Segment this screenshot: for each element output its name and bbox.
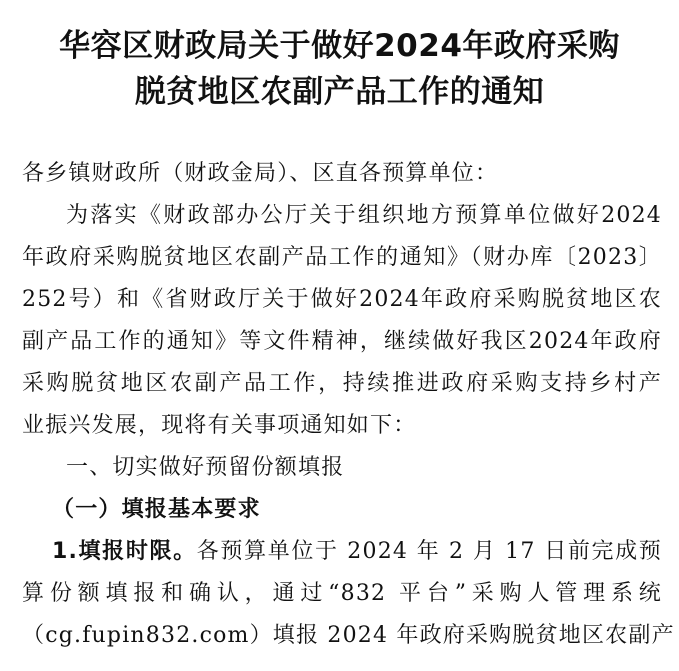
body-line-2: 年政府采购脱贫地区农副产品工作的通知》（财办库〔2023〕 [22, 245, 662, 270]
item-1-text: 各预算单位于 2024 年 2 月 17 日前完成预 [196, 539, 662, 564]
document-title-line-1: 华容区财政局关于做好2024年政府采购 [59, 28, 620, 64]
subsection-1-heading: （一）填报基本要求 [52, 497, 261, 522]
document-title-line-2: 脱贫地区农副产品工作的通知 [134, 74, 545, 110]
body-line-6: 业振兴发展，现将有关事项通知如下： [22, 413, 417, 438]
addressee: 各乡镇财政所（财政金局）、区直各预算单位： [22, 161, 499, 186]
item-1-line-3: （cg.fupin832.com）填报 2024 年政府采购脱贫地区农副产 [22, 623, 675, 648]
body-line-4: 副产品工作的通知》等文件精神，继续做好我区2024年政府 [22, 329, 662, 354]
item-1-line-1 [52, 537, 662, 567]
body-line-5: 采购脱贫地区农副产品工作，持续推进政府采购支持乡村产 [22, 371, 662, 396]
section-1-heading: 一、切实做好预留份额填报 [66, 455, 345, 480]
item-1-label: 1.填报时限。 [52, 539, 197, 564]
body-line-1: 为落实《财政部办公厅关于组织地方预算单位做好2024 [66, 203, 662, 228]
body-line-3: 252号）和《省财政厅关于做好2024年政府采购脱贫地区农 [22, 287, 662, 312]
item-1-line-2: 算份额填报和确认，通过“832 平台”采购人管理系统 [22, 581, 662, 606]
